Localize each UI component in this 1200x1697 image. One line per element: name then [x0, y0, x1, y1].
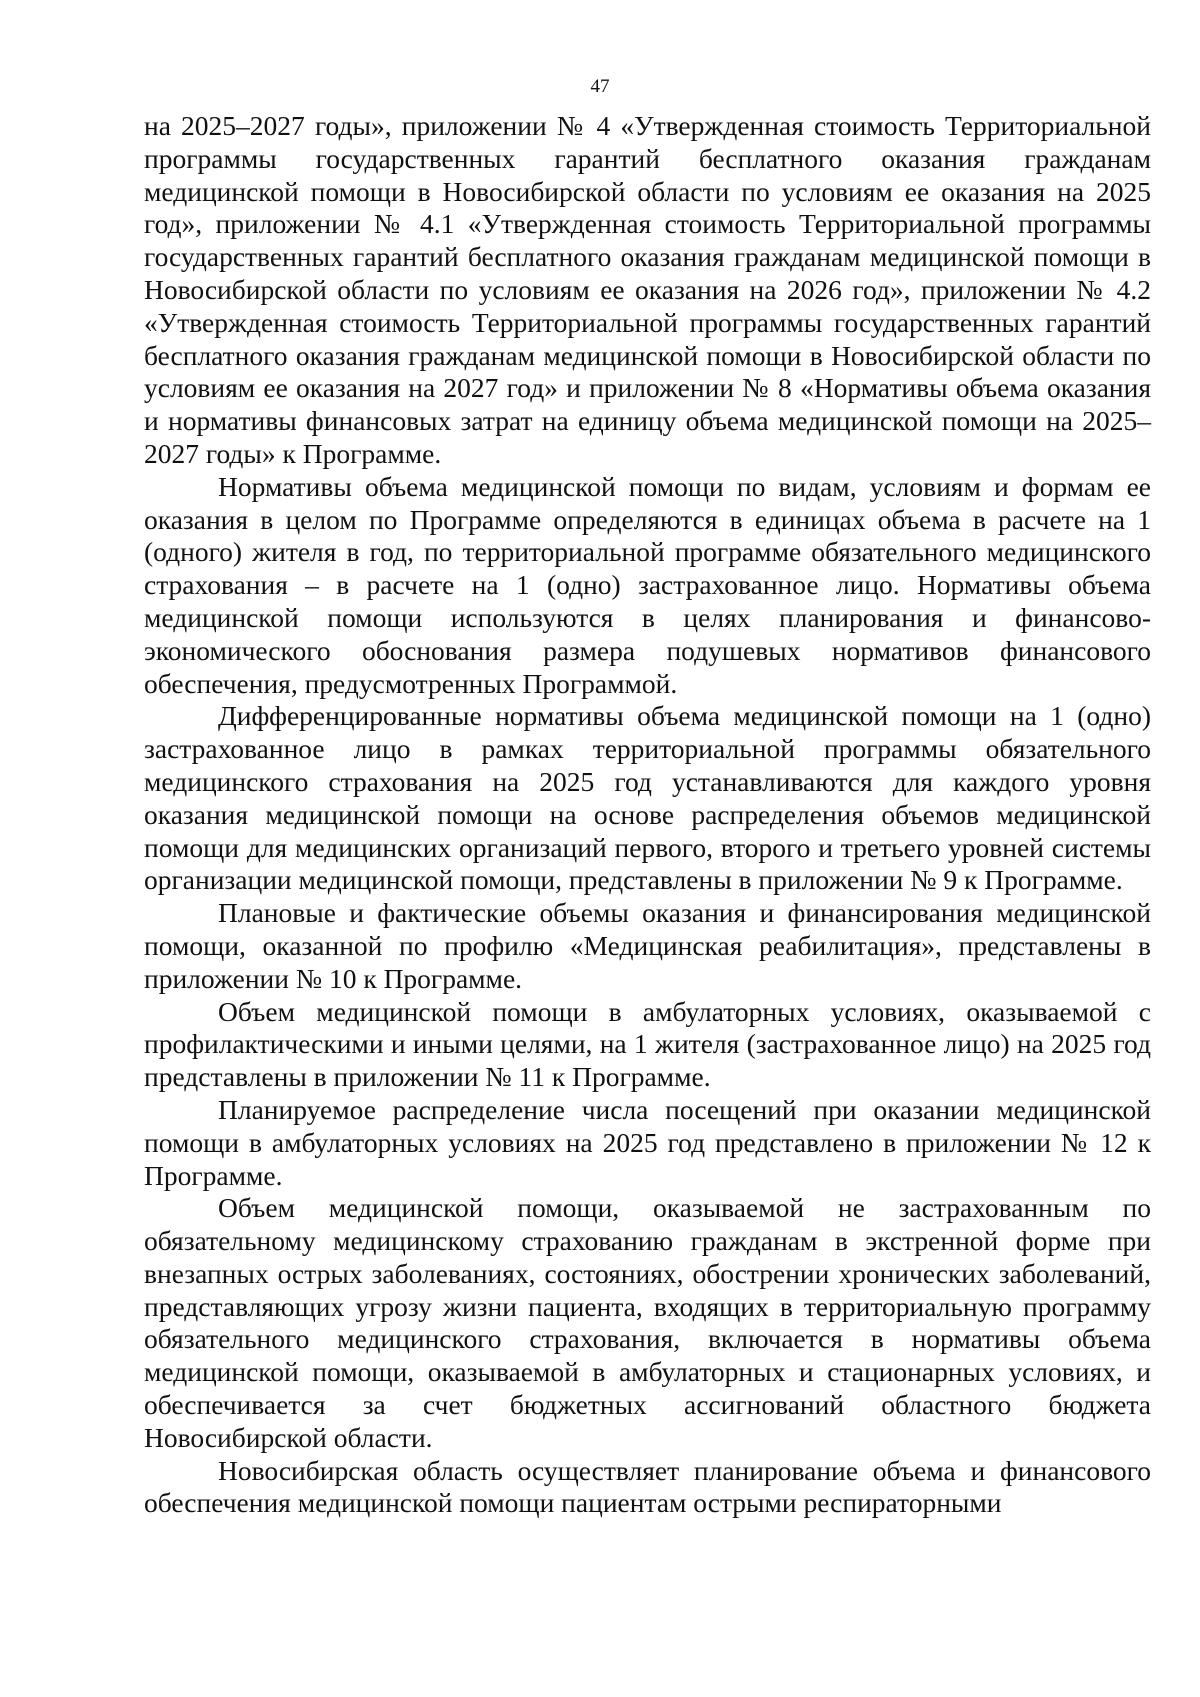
paragraph-uninsured-emergency: Объем медицинской помощи, оказываемой не застрахованным по обязательному медицинскому страхованию гражданам в экстренной форме при внезапных острых заболеваниях, состояниях, обострении хронических заболеваний, представляющих угрозу жизни пациента, входящих в территориальную программу обязательного медицинского страхования, включается в нормативы объема медицинской помощи, оказываемой в амбулаторных и стационарных условиях, и обеспечивается за счет бюджетных ассигнований областного бюджета Новосибирской области.: [144, 1192, 1151, 1453]
document-body: [144, 110, 1151, 1520]
paragraph-volume-norms: Нормативы объема медицинской помощи по видам, условиям и формам ее оказания в целом по Программе определяются в единицах объема в расчете на 1 (одного) жителя в год, по территориальной программе обязательного медицинского страхования – в расчете на 1 (одно) застрахованное лицо. Нормативы объема медицинской помощи используются в целях планирования и финансово-экономического обоснования размера подушевых нормативов финансового обеспечения, предусмотренных Программой.: [144, 470, 1151, 699]
paragraph-visits-distribution: Планируемое распределение числа посещений при оказании медицинской помощи в амбулаторных условиях на 2025 год представлено в приложении № 12 к Программе.: [144, 1093, 1151, 1191]
page-number: 47: [590, 76, 610, 97]
paragraph-continuation: на 2025–2027 годы», приложении № 4 «Утвержденная стоимость Территориальной программы государственных гарантий бесплатного оказания гражданам медицинской помощи в Новосибирской области по условиям ее оказания на 2025 год», приложении № 4.1 «Утвержденная стоимость Территориальной программы государственных гарантий бесплатного оказания гражданам медицинской помощи в Новосибирской области по условиям ее оказания на 2026 год», приложении № 4.2 «Утвержденная стоимость Территориальной программы государственных гарантий бесплатного оказания гражданам медицинской помощи в Новосибирской области по условиям ее оказания на 2027 год» и приложении № 8 «Нормативы объема оказания и нормативы финансовых затрат на единицу объема медицинской помощи на 2025–2027 годы» к Программе.: [144, 110, 1151, 469]
paragraph-differentiated-norms: Дифференцированные нормативы объема медицинской помощи на 1 (одно) застрахованное лицо в рамках территориальной программы обязательного медицинского страхования на 2025 год устанавливаются для каждого уровня оказания медицинской помощи на основе распределения объемов медицинской помощи для медицинских организаций первого, второго и третьего уровней системы организации медицинской помощи, представлены в приложении № 9 к Программе.: [144, 700, 1151, 896]
paragraph-respiratory-planning: Новосибирская область осуществляет планирование объема и финансового обеспечения медицинской помощи пациентам острыми респираторными: [144, 1454, 1151, 1519]
paragraph-outpatient-volume: Объем медицинской помощи в амбулаторных условиях, оказываемой с профилактическими и иными целями, на 1 жителя (застрахованное лицо) на 2025 год представлены в приложении № 11 к Программе.: [144, 995, 1151, 1093]
paragraph-rehabilitation: Плановые и фактические объемы оказания и финансирования медицинской помощи, оказанной по профилю «Медицинская реабилитация», представлены в приложении № 10 к Программе.: [144, 897, 1151, 994]
